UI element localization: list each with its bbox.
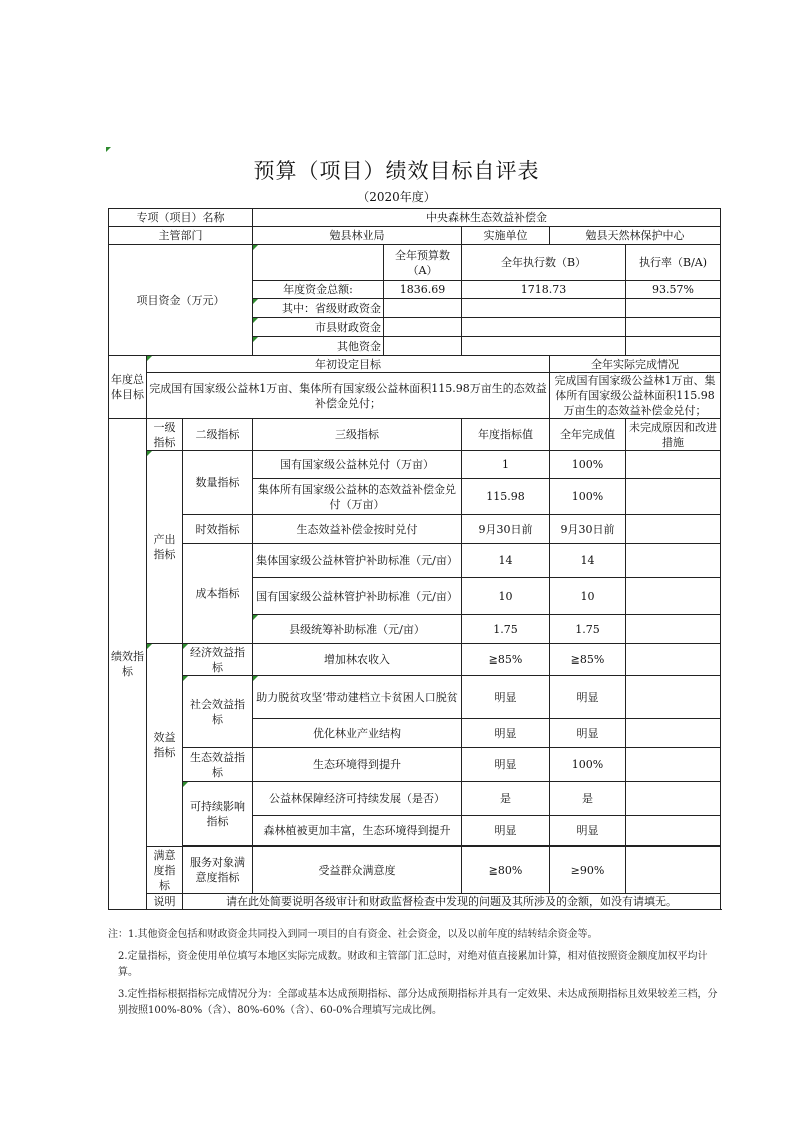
footnote-1: 注：1.其他资金包括和财政资金共同投入到同一项目的自有资金、社会资金，以及以前年度的结转结余资金等。 [108,929,598,940]
indicator-target: 10 [462,578,550,615]
table-row [109,227,721,245]
indicator-done: 9月30日前 [550,515,626,544]
goal-header-set: 年初设定目标 [147,356,550,373]
indicator-name: 助力脱贫攻坚‘带动建档立卡贫困人口脱贫 [253,676,462,719]
indicator-done: 明显 [550,676,626,719]
table-row [109,847,721,894]
indicator-target: 9月30日前 [462,515,550,544]
indicator-target: 1 [462,451,550,479]
table-cell [384,337,462,356]
table-cell [462,299,626,318]
indicator-reason [626,816,721,846]
perf-header-target: 年度指标值 [462,419,550,451]
table-row [109,451,721,479]
table-cell [462,337,626,356]
funds-header-rate: 执行率（B/A) [626,245,721,281]
indicator-done: 1.75 [550,615,626,644]
indicator-reason [626,644,721,676]
table-cell [384,318,462,337]
perf-header-reason: 未完成原因和改进措施 [626,419,721,451]
goal-label: 年度总体目标 [109,356,147,419]
indicator-name: 森林植被更加丰富，生态环境得到提升 [253,816,462,846]
indicator-name: 公益林保障经济可持续发展（是否） [253,782,462,816]
table-cell [462,318,626,337]
indicator-target: 明显 [462,816,550,846]
indicator-done: 100% [550,479,626,515]
table-cell [626,299,721,318]
unit-value: 勉县天然林保护中心 [550,227,721,245]
perf-label: 绩效指标 [109,419,147,910]
indicator-name: 国有国家级公益林兑付（万亩） [253,451,462,479]
perf-header-level1: 一级指标 [147,419,183,451]
benefit-label: 效益指标 [147,644,183,847]
indicator-target: ≧85% [462,644,550,676]
table-row [109,748,721,782]
funds-total-label: 年度资金总额: [253,281,384,299]
project-name-value: 中央森林生态效益补偿金 [253,209,721,227]
unit-label: 实施单位 [462,227,550,245]
timeliness-label: 时效指标 [183,515,253,544]
table-row [109,894,721,910]
table-cell [626,318,721,337]
table-row [109,356,721,373]
table-row [109,373,721,419]
indicator-reason [626,615,721,644]
indicator-name: 受益群众满意度 [253,847,462,894]
indicator-reason [626,515,721,544]
goal-header-done: 全年实际完成情况 [550,356,721,373]
indicator-name: 生态环境得到提升 [253,748,462,782]
indicator-reason [626,719,721,748]
remark-label: 说明 [147,894,183,910]
table-row [109,245,721,281]
perf-header-level2: 二级指标 [183,419,253,451]
indicator-reason [626,676,721,719]
indicator-done: ≧85% [550,644,626,676]
indicator-reason [626,578,721,615]
table-row [109,676,721,719]
funds-prov-label: 其中：省级财政资金 [253,299,384,318]
indicator-reason [626,847,721,894]
table-row [109,544,721,578]
service-satisfaction-label: 服务对象满意度指标 [183,847,253,894]
funds-label: 项目资金（万元） [109,245,253,356]
goal-set-text: 完成国有国家级公益林1万亩、集体所有国家级公益林面积115.98万亩生的态效益补偿金兑付； [147,373,550,419]
funds-total-budget: 1836.69 [384,281,462,299]
table-row [109,209,721,227]
table-cell [384,299,462,318]
indicator-target: 明显 [462,676,550,719]
funds-city-label: 市县财政资金 [253,318,384,337]
indicator-name: 集体所有国家级公益林的态效益补偿金兑付（万亩） [253,479,462,515]
table-row [109,419,721,451]
ecological-label: 生态效益指标 [183,748,253,782]
indicator-done: 10 [550,578,626,615]
quantity-label: 数量指标 [183,451,253,515]
cost-label: 成本指标 [183,544,253,644]
dept-label: 主管部门 [109,227,253,245]
table-row [109,644,721,676]
funds-other-label: 其他资金 [253,337,384,356]
satisfaction-label: 满意度指标 [147,847,183,894]
indicator-target: 明显 [462,748,550,782]
indicator-done: 14 [550,544,626,578]
evaluation-table [108,208,721,910]
output-label: 产出指标 [147,451,183,644]
indicator-name: 增加林农收入 [253,644,462,676]
funds-blank [253,245,384,281]
indicator-name: 生态效益补偿金按时兑付 [253,515,462,544]
indicator-target: 115.98 [462,479,550,515]
project-name-label: 专项（项目）名称 [109,209,253,227]
sustainability-label: 可持续影响指标 [183,782,253,846]
footnote-3: 3.定性指标根据指标完成情况分为：全部或基本达成预期指标、部分达成预期指标并具有一定效果、未达成预期指标且效果较差三档，分别按照100%-80%（含）、80%-60%（含）、60-0%合理填写完成比例。 [118,989,718,1016]
footnote-2: 2.定量指标，资金使用单位填写本地区实际完成数。财政和主管部门汇总时，对绝对值直接累加计算，相对值按照资金额度加权平均计算。 [118,951,708,978]
indicator-target: 1.75 [462,615,550,644]
goal-done-text: 完成国有国家级公益林1万亩、集体所有国家级公益林面积115.98万亩生的态效益补偿金兑付； [550,373,721,419]
economic-label: 经济效益指标 [183,644,253,676]
indicator-name: 集体国家级公益林管护补助标准（元/亩） [253,544,462,578]
page-title: 预算（项目）绩效目标自评表 [253,159,540,183]
corner-marker-icon [106,147,111,152]
table-row [109,515,721,544]
indicator-done: 明显 [550,816,626,846]
indicator-done: 明显 [550,719,626,748]
indicator-target: 14 [462,544,550,578]
indicator-target: ≧80% [462,847,550,894]
funds-total-exec: 1718.73 [462,281,626,299]
funds-header-budget: 全年预算数（A） [384,245,462,281]
social-label: 社会效益指标 [183,676,253,748]
indicator-done: ≥90% [550,847,626,894]
indicator-reason [626,748,721,782]
indicator-target: 明显 [462,719,550,748]
perf-header-done: 全年完成值 [550,419,626,451]
footnotes [108,927,720,1019]
indicator-target: 是 [462,782,550,816]
table-cell [626,337,721,356]
indicator-reason [626,782,721,816]
fiscal-year: （2020年度） [357,190,436,204]
indicator-name: 优化林业产业结构 [253,719,462,748]
indicator-reason [626,479,721,515]
dept-value: 勉县林业局 [253,227,462,245]
table-row [109,782,721,816]
indicator-done: 100% [550,748,626,782]
funds-total-rate: 93.57% [626,281,721,299]
indicator-reason [626,544,721,578]
indicator-name: 国有国家级公益林管护补助标准（元/亩） [253,578,462,615]
funds-header-exec: 全年执行数（B） [462,245,626,281]
indicator-reason [626,451,721,479]
indicator-name: 县级统筹补助标准（元/亩） [253,615,462,644]
perf-header-level3: 三级指标 [253,419,462,451]
remark-text: 请在此处简要说明各级审计和财政监督检查中发现的问题及其所涉及的金额，如没有请填无。 [183,894,721,910]
indicator-done: 是 [550,782,626,816]
indicator-done: 100% [550,451,626,479]
